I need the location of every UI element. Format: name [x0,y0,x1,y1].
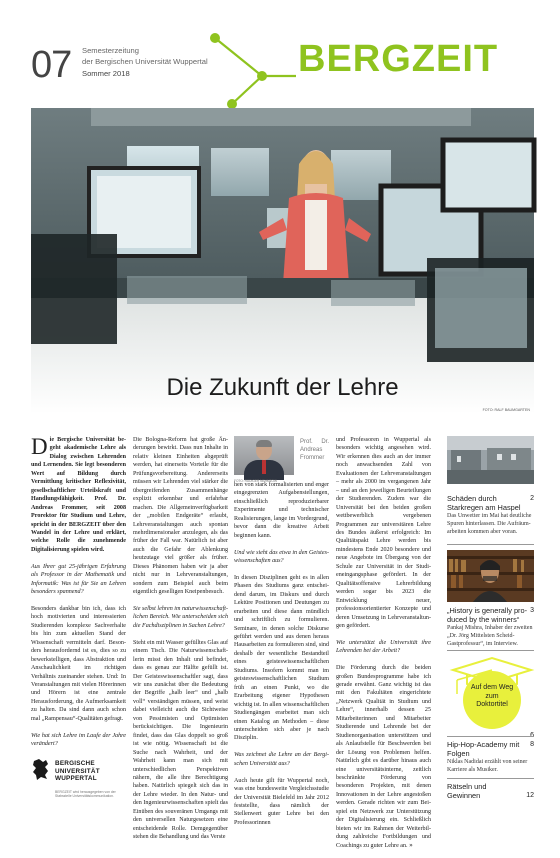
question-6: Wie unterstützt die Universität ihre Lehrenden bei der Arbeit? [336,639,431,655]
toc-page-6: 6 [530,732,534,739]
toc-desc-starkregen: Das Unwetter im Mai hat deutliche Spuren hinterlassen. Die Aufräumarbeiten kommen aber voran. [447,513,532,535]
masthead-info [82,46,208,80]
dropcap: D [31,434,48,459]
toc-divider [447,778,534,779]
university-name [55,760,100,783]
article-column-4 [336,436,431,858]
toc-page-12: 12 [526,792,534,799]
toc-item-mishra[interactable] [447,550,534,648]
toc-item-hiphop[interactable] [447,740,534,774]
hero-photo [31,108,534,414]
article-lead [31,436,126,554]
answer-3: Steht ein mit Wasser gefülltes Glas auf einem Tisch. Die Naturwissenschaftlerin misst den Inhalt und befindet, dass es genau zur Hälfte gefüllt ist. Der Geisteswissenschaftler sagt, dass wir uns zunächst über die Bedeutung der Begriffe „halb leer“ und „halb voll“ verständigen müssen, und weist dabei vielleicht auch die Sichtweise von Pessimisten und Optimisten berücksichtigen. Die Ingenieurin findet, dass das Glas doppelt so groß ist wie nötig. Wissenschaft ist die Suche nach Wahrheit, und der Wahrheit kann man sich mit unterschiedlichen Perspektiven nähern, die alle ihre Berechtigung haben. Natürlich spiegelt sich das in der Lehre wieder. In den Natur- und den Ingenieurwissenschaften spielt das Einüben des souveränen Umgangs mit den universellen Naturgesetzen eine entscheidende Rolle. Demgegenüber stehen die Behandlung und das Verste [133,639,228,841]
question-4: Und wie sieht das etwa in den Geisteswissenschaften aus? [234,549,329,565]
toc-item-doktortitel[interactable] [447,654,534,744]
hero-photo-credit: FOTO: RALF BAUMGARTEN [482,408,530,412]
portrait-photo [234,436,294,475]
issue-number: 07 [31,44,72,86]
question-3: Sie selbst lehren im naturwissenschaftlichen Bereich. Wie unterscheiden sich die Fachdisziplinen in Sachen Lehre? [133,606,228,629]
portrait-name: Prof. Dr. Andreas Frommer [300,439,329,461]
answer-4: In diesen Disziplinen geht es in allen Phasen des Studiums ganz entscheidend darum, im Diskurs und durch Lektüre Positionen und Deutungen zu erarbeiten und diese dann mündlich und schriftlich zu formulieren. Seminare, in denen solche Diskurse geführt werden und aus denen heraus Hausarbeiten zu formulieren sind, sind deshalb der wesentliche Bestandteil eines geisteswissenschaftlichen Studiums. Insofern kommt man im geisteswissenschaftlichen Studium früh an einen Punkt, wo die Erarbeitung eigener Hypothesen wichtig ist. In allen wissenschaftlichen Studiengängen erarbeitet man sich einen Katalog an Methoden – diese unterscheiden sich aber je nach Disziplin. [234,574,329,742]
hero-headline: Die Zukunft der Lehre [166,374,399,401]
university-name-line-2: UNIVERSITÄT [55,767,100,775]
answer-1: Besonders dankbar bin ich, dass ich hoch motivierten und interessierten Studierenden komplexe Sachverhalte bis hin zum aktuellen Stand der Wissenschaft vermitteln darf. Besonders herausfordernd ist es, dies so zu bewerkstelligen, dass Abstraktion und Anschaulichkeit im richtigen Verhältnis zueinander stehen. Und: In Veranstaltungen mit vielen Hörerinnen und Hörern ist eine zentrale Herausforderung, die Aufmerksamkeit zu halten. Da sind dann auch schon mal „Rampensau“-Qualitäten gefragt. [31,605,126,722]
portrait-credit: FOTO: RÜDIGER NEHMZOW [234,479,277,483]
answer-3-cont: hen von stark formalisierten und enger eingegrenzten Aufgabenstellungen, einschließlich reproduzierbarer Experimente und technischer Realisierungen, lange im Vordergrund, bevor dann die kreative Arbeit beginnen kann. [234,482,329,539]
lead-text: ie Bergische Universität begeht akademische Lehre als Dialog zwischen Lehrenden und Lernenden. Sie legt besonderen Wert auf Bildung durch Vermittlung kritischer Reflexivität, gesellschaftlicher Urteilskraft und Handlungsfähigkeit. Prof. Dr. Andreas Frommer, seit 2008 Prorektor für Studium und Lehre, spricht in der BERGZEIT über den Wandel in der Lehre und erklärt, welche Rolle die zunehmende Digitalisierung spielen wird. [31,437,126,553]
masthead-season: Sommer 2018 [82,69,130,78]
toc-title-hiphop: Hip-Hop-Academy mit Folgen [447,740,520,758]
answer-2: Die Bologna-Reform hat große Änderungen bewirkt. Dass nun Inhalte in relativ kleinen Einheiten abgeprüft werden, hat einerseits Vorteile für die Prüfungsvorbereitung. Andererseits müssen wir Lehrenden viel stärker die übergreifenden Zusammenhänge explizit erkennbar und erfahrbar machen. Die Allgemeinverfügbarkeit der „mobilen Endgeräte“ erlaubt, Lehrveranstaltungen auch spontan mehrdimensionaler anzulegen, als das früher der Fall war. Natürlich ist aber auch die Gefahr der Ablenkung heutzutage viel größer als früher. Dieses Phänomen haben wir ja aber nicht nur in Lehrveranstaltungen, sondern zum Beispiel auch beim eigentlich geselligen Kneipenbesuch. [133,437,228,596]
toc-title-starkregen: Schäden durch Starkregen am Haspel [447,494,521,512]
article-column-2 [133,436,228,850]
answer-6 [336,664,431,850]
toc-page-8: 8 [530,741,534,748]
answer-5: Auch heute gilt für Wuppertal noch, was eine bundesweite Vergleichsstudie der Universität Bielefeld im Jahr 2012 feststellte, dass nämlich der Stellenwert guter Lehre bei den Professorinnen [234,777,329,826]
toc-divider [447,650,534,651]
molecule-logo-icon [200,28,300,118]
question-2: Wie hat sich Lehre im Laufe der Jahre verändert? [31,732,126,748]
toc-title-raetseln: Rätseln und Gewinnen [447,782,487,800]
masthead-subtitle-1: Semesterzeitung [82,46,139,55]
question-5: Was zeichnet die Lehre an der Bergischen Universität aus? [234,752,329,767]
lecture-scene-illustration [31,108,534,414]
toc-page-3: 3 [530,607,534,614]
toc-desc-hiphop: Niklas Nadidai erzählt von seiner Karriere als Musiker. [447,759,528,773]
article-column-3 [234,436,329,836]
university-name-line-3: WUPPERTAL [55,775,97,783]
brand-wordmark: BERGZEIT [298,38,499,80]
toc-divider [447,544,534,545]
question-1: Aus Ihrer gut 25-jährigen Erfahrung als Professor in der Mathematik und Informatik: Was ist für Sie an Lehren besonders spannend? [31,563,126,596]
continue-arrow-icon[interactable]: » [409,841,413,849]
toc-item-raetseln[interactable] [447,782,534,800]
lion-crest-icon [31,757,51,781]
toc-image-flood [447,436,534,484]
toc-divider [447,736,534,737]
answer-6-text: Die Förderung durch die beiden großen Bundesprogramme habe ich gerade erwähnt. Ganz wichtig ist das mit den Fakultäten eingerichtete „Netzwerk Qualität in Studium und Lehre“, innerhalb dessen 25 Mitarbeiterinnen und Mitarbeiter Studierende und Lehrende bei der Studienorganisation unterstützen und als Anlaufstelle für Beschwerden bei der Lösung von Problemen helfen. Natürlich gibt es darüber hinaus auch eine universitätsinterne, zeitlich beschränkte Förderung von besonderen Projekten, mit denen Innovationen in der Lehre angestoßen werden. Gerade richten wir zum Beispiel ein Netzwerk zur Unterstützung der Digitalisierung ein. Schließlich bieten wir im Rahmen der Weiterbildung zahlreiche Fortbildungen und Coachings zu guter Lehre an. [336,665,431,849]
portrait-block [234,436,329,483]
university-name-line-1: BERGISCHE [55,760,95,767]
publisher-note: BERGZEIT wird herausgegeben von der Stabsstelle Universitätskommunikation. [55,790,116,799]
toc-item-starkregen[interactable] [447,436,534,536]
toc-title-doktortitel: Auf dem Weg zum Doktortitel [470,684,514,709]
toc-page-2: 2 [530,495,534,502]
toc-image-bookshelf [447,550,534,602]
toc-desc-mishra: Pankaj Mishra, Inhaber der zweiten „Dr. Jörg Mittelsten Scheid-Gastprofessur“, im Interview. [447,625,533,647]
masthead-subtitle-2: der Bergischen Universität Wuppertal [82,56,208,66]
toc-title-mishra: „History is generally produced by the winners“ [447,606,528,624]
answer-5-cont: und Professoren in Wuppertal als besonders wichtig angesehen wird. Wir erkennen dies auch an der immer noch anwachsenden Zahl von Evaluationen der Lehrveranstaltungen – mehr als 2000 im vergangenen Jahr – und an den jeweiligen Beurteilungen der Studierenden. Zudem war die Universität bei den beiden großen wettbewerblich vergebenen Programmen zur universitären Lehre des Bundes äußerst erfolgreich: Im Qualitätspakt Lehre werden bis mindestens Ende 2020 besondere und neue Angebote im Übergang von der Schule zur Universität in der Studieneingangsphase gefördert. In der Qualitätsoffensive Lehrerbildung werden sogar bis 2023 die Entwicklung neuer, professionsorientierter Konzepte und deren Umsetzung in Lehrveranstaltungen gefördert. [336,437,431,629]
article-column-1 [31,436,126,757]
